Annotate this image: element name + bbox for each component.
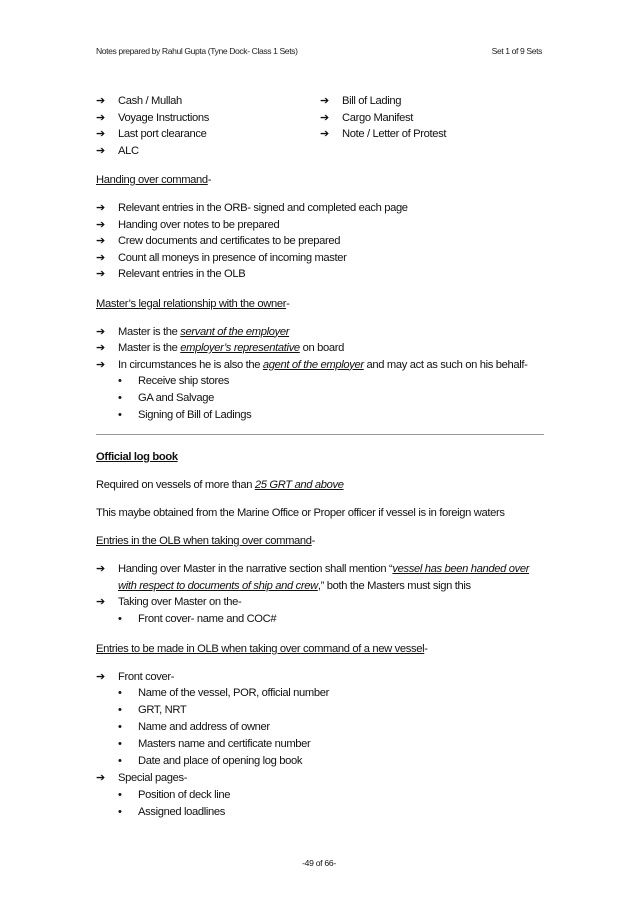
page-number: -49 of 66- [302, 858, 336, 868]
arrow-icon: ➔ [320, 95, 329, 107]
list-item [96, 143, 320, 160]
list-item [96, 324, 544, 341]
list-item-text: Front cover- [118, 670, 175, 683]
emphasis-text: servant of the employer [180, 325, 290, 338]
bullet-icon: • [118, 755, 122, 767]
emphasis-text: vessel has been handed over [392, 563, 530, 575]
bullet-icon: • [118, 375, 122, 387]
arrow-icon: ➔ [96, 325, 105, 338]
arrow-icon: ➔ [96, 202, 105, 214]
list-item-text: Special pages- [118, 772, 188, 784]
list-item [96, 561, 544, 594]
list-item [96, 250, 544, 267]
new-vessel-list [96, 669, 544, 821]
bullet-text: Date and place of opening log book [138, 755, 303, 767]
section-heading: Entries in the OLB when taking over command [96, 535, 312, 547]
arrow-icon: ➔ [96, 251, 105, 264]
list-item-text: ALC [118, 144, 139, 157]
list-item [96, 233, 544, 250]
bullet-icon: • [118, 392, 122, 404]
bullet-item [96, 736, 544, 753]
bullet-icon: • [118, 612, 122, 625]
emphasis-text: 25 GRT and above [254, 479, 344, 491]
section-heading: Handing over command [96, 174, 208, 186]
list-item-text: Crew documents and certificates to be prepared [118, 235, 341, 247]
bullet-text: Name and address of owner [138, 721, 270, 733]
new-vessel-heading-line [96, 641, 544, 657]
list-item-text: Bill of Lading [342, 95, 402, 107]
list-item-text: Cargo Manifest [342, 111, 413, 124]
list-item-text: Note / Letter of Protest [342, 128, 447, 140]
list-item-text: Master is the [118, 325, 181, 338]
section-divider [96, 434, 544, 435]
bullet-item [96, 611, 544, 628]
arrow-icon: ➔ [96, 111, 105, 124]
arrow-icon: ➔ [96, 218, 105, 231]
list-item-text: Handing over notes to be prepared [118, 218, 280, 231]
section-heading: Master’s legal relationship with the owner [96, 297, 287, 310]
bullet-item [96, 407, 544, 424]
emphasis-text: agent of the employer [262, 358, 364, 371]
olb-obtain: This maybe obtained from the Marine Office or Proper officer if vessel is in foreign waters [96, 507, 505, 519]
masters-legal-heading-line [96, 296, 544, 312]
list-item [96, 357, 544, 374]
arrow-icon: ➔ [96, 268, 105, 280]
arrow-icon: ➔ [96, 563, 105, 575]
list-item [320, 126, 544, 143]
bullet-text: Front cover- name and COC# [138, 612, 277, 625]
document-body [96, 93, 544, 821]
bullet-text: Receive ship stores [138, 375, 229, 387]
list-item-text: Relevant entries in the ORB- signed and completed each page [118, 202, 408, 214]
list-item-text: Handing over Master in the narrative section shall mention “ [118, 563, 393, 575]
heading-suffix: - [424, 642, 428, 655]
bullet-item [96, 787, 544, 804]
list-item-text: Cash / Mullah [118, 95, 182, 107]
list-item-text: Voyage Instructions [118, 111, 209, 124]
list-item-text: Taking over Master on the- [118, 596, 242, 608]
bullet-text: GA and Salvage [138, 392, 214, 404]
handing-over-heading-line [96, 172, 544, 188]
bullet-icon: • [118, 409, 122, 421]
list-item [96, 770, 544, 787]
list-item [96, 340, 544, 357]
arrow-icon: ➔ [96, 596, 105, 608]
heading-suffix: - [286, 297, 290, 310]
list-item [96, 200, 544, 217]
paragraph-text: Required on vessels of more than [96, 479, 255, 491]
bullet-item [96, 685, 544, 702]
list-item-text: Count all moneys in presence of incoming master [118, 251, 347, 264]
heading-suffix: - [207, 174, 212, 186]
arrow-icon: ➔ [96, 772, 105, 784]
handing-over-list [96, 200, 544, 283]
bullet-icon: • [118, 738, 122, 750]
arrow-icon: ➔ [96, 670, 105, 683]
list-item-text: Last port clearance [118, 128, 207, 140]
olb-heading-line [96, 449, 544, 465]
bullet-text: Name of the vessel, POR, official number [138, 687, 329, 699]
taking-over-list [96, 561, 544, 628]
list-item-text: In circumstances he is also the [118, 358, 263, 371]
bullet-item [96, 804, 544, 821]
list-item-text: ,” both the Masters must sign this [317, 579, 471, 592]
list-item [96, 669, 544, 686]
list-item [96, 594, 544, 611]
arrow-icon: ➔ [96, 358, 105, 371]
bullet-text: Position of deck line [138, 788, 231, 801]
arrow-icon: ➔ [96, 342, 105, 354]
bullet-text: Assigned loadlines [138, 805, 225, 818]
arrow-icon: ➔ [320, 128, 329, 140]
top-list [96, 93, 544, 159]
bullet-icon: • [118, 721, 122, 733]
section-heading: Entries to be made in OLB when taking over command of a new vessel [96, 642, 425, 655]
list-item [96, 266, 544, 283]
list-item [320, 93, 544, 110]
list-item-text: Master is the [118, 342, 181, 354]
list-item [96, 110, 320, 127]
bullet-text: Masters name and certificate number [138, 738, 311, 750]
bullet-icon: • [118, 687, 122, 699]
masters-legal-list [96, 324, 544, 425]
bullet-text: Signing of Bill of Ladings [138, 409, 252, 421]
olb-requirement [96, 477, 544, 493]
taking-over-heading-line [96, 533, 544, 549]
arrow-icon: ➔ [320, 111, 329, 124]
emphasis-text: with respect to documents of ship and crew [118, 579, 318, 592]
top-list-left [96, 93, 320, 159]
bullet-icon: • [118, 704, 122, 716]
list-item [320, 110, 544, 127]
list-item-text: Relevant entries in the OLB [118, 268, 246, 280]
list-item-text: on board [299, 342, 344, 354]
arrow-icon: ➔ [96, 144, 105, 157]
bullet-icon: • [118, 788, 122, 801]
page-header-left: Notes prepared by Rahul Gupta (Tyne Dock- Class 1 Sets) [96, 46, 298, 56]
bullet-item [96, 390, 544, 407]
heading-suffix: - [311, 535, 316, 547]
list-item [96, 126, 320, 143]
bullet-text: GRT, NRT [138, 704, 187, 716]
list-item [96, 93, 320, 110]
arrow-icon: ➔ [96, 95, 105, 107]
arrow-icon: ➔ [96, 235, 105, 247]
page-header-right: Set 1 of 9 Sets [491, 46, 542, 56]
bullet-item [96, 373, 544, 390]
bullet-item [96, 719, 544, 736]
section-heading: Official log book [96, 451, 178, 463]
arrow-icon: ➔ [96, 128, 105, 140]
list-item-text: and may act as such on his behalf- [363, 358, 528, 371]
emphasis-text: employer’s representative [180, 342, 300, 354]
bullet-icon: • [118, 805, 122, 818]
list-item [96, 217, 544, 234]
bullet-item [96, 702, 544, 719]
top-list-right [320, 93, 544, 159]
bullet-item [96, 753, 544, 770]
